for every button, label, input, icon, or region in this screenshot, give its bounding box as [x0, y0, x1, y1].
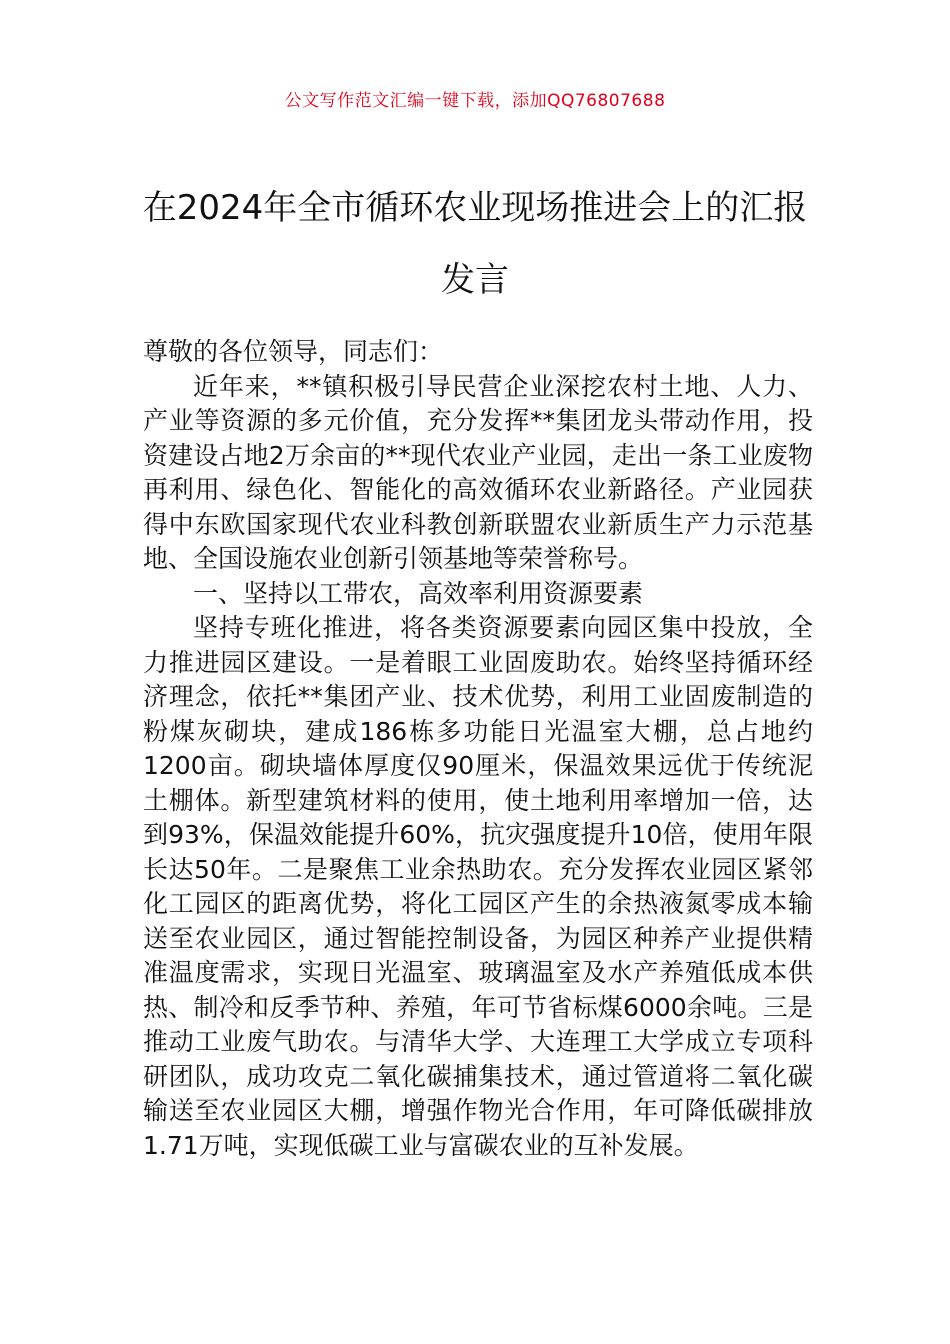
section-heading-1: 一、坚持以工带农，高效率利用资源要素	[193, 578, 644, 608]
section-1-paragraph: 坚持专班化推进，将各类资源要素向园区集中投放，全力推进园区建设。一是着眼工业固废助农。始终坚持循环经济理念，依托**集团产业、技术优势，利用工业固废制造的粉煤灰砌块，建成186栋多功能日光温室大棚，总占地约1200亩。砌块墙体厚度仅90厘米，保温效果远优于传统泥土棚体。新型建筑材料的使用，使土地利用率增加一倍，达到93%，保温效能提升60%，抗灾强度提升10倍，使用年限长达50年。二是聚焦工业余热助农。充分发挥农业园区紧邻化工园区的距离优势，将化工园区产生的余热液氮零成本输送至农业园区，通过智能控制设备，为园区种养产业提供精准温度需求，实现日光温室、玻璃温室及水产养殖低成本供热、制冷和反季节种、养殖，年可节省标煤6000余吨。三是推动工业废气助农。与清华大学、大连理工大学成立专项科研团队，成功攻克二氧化碳捕集技术，通过管道将二氧化碳输送至农业园区大棚，增强作物光合作用，年可降低碳排放1.71万吨，实现低碳工业与富碳农业的互补发展。	[143, 613, 813, 1160]
document-body	[143, 335, 813, 1163]
salutation: 尊敬的各位领导，同志们：	[143, 337, 444, 366]
intro-paragraph: 近年来，**镇积极引导民营企业深挖农村土地、人力、产业等资源的多元价值，充分发挥**集团龙头带动作用，投资建设占地2万余亩的**现代农业产业园，走出一条工业废物再利用、绿色化、智能化的高效循环农业新路径。产业园获得中东欧国家现代农业科教创新联盟农业新质生产力示范基地、全国设施农业创新引领基地等荣誉称号。	[143, 371, 813, 573]
document-title: 在2024年全市循环农业现场推进会上的汇报发言	[142, 188, 808, 300]
header-download-note: 公文写作范文汇编一键下载，添加QQ76807688	[284, 91, 666, 111]
